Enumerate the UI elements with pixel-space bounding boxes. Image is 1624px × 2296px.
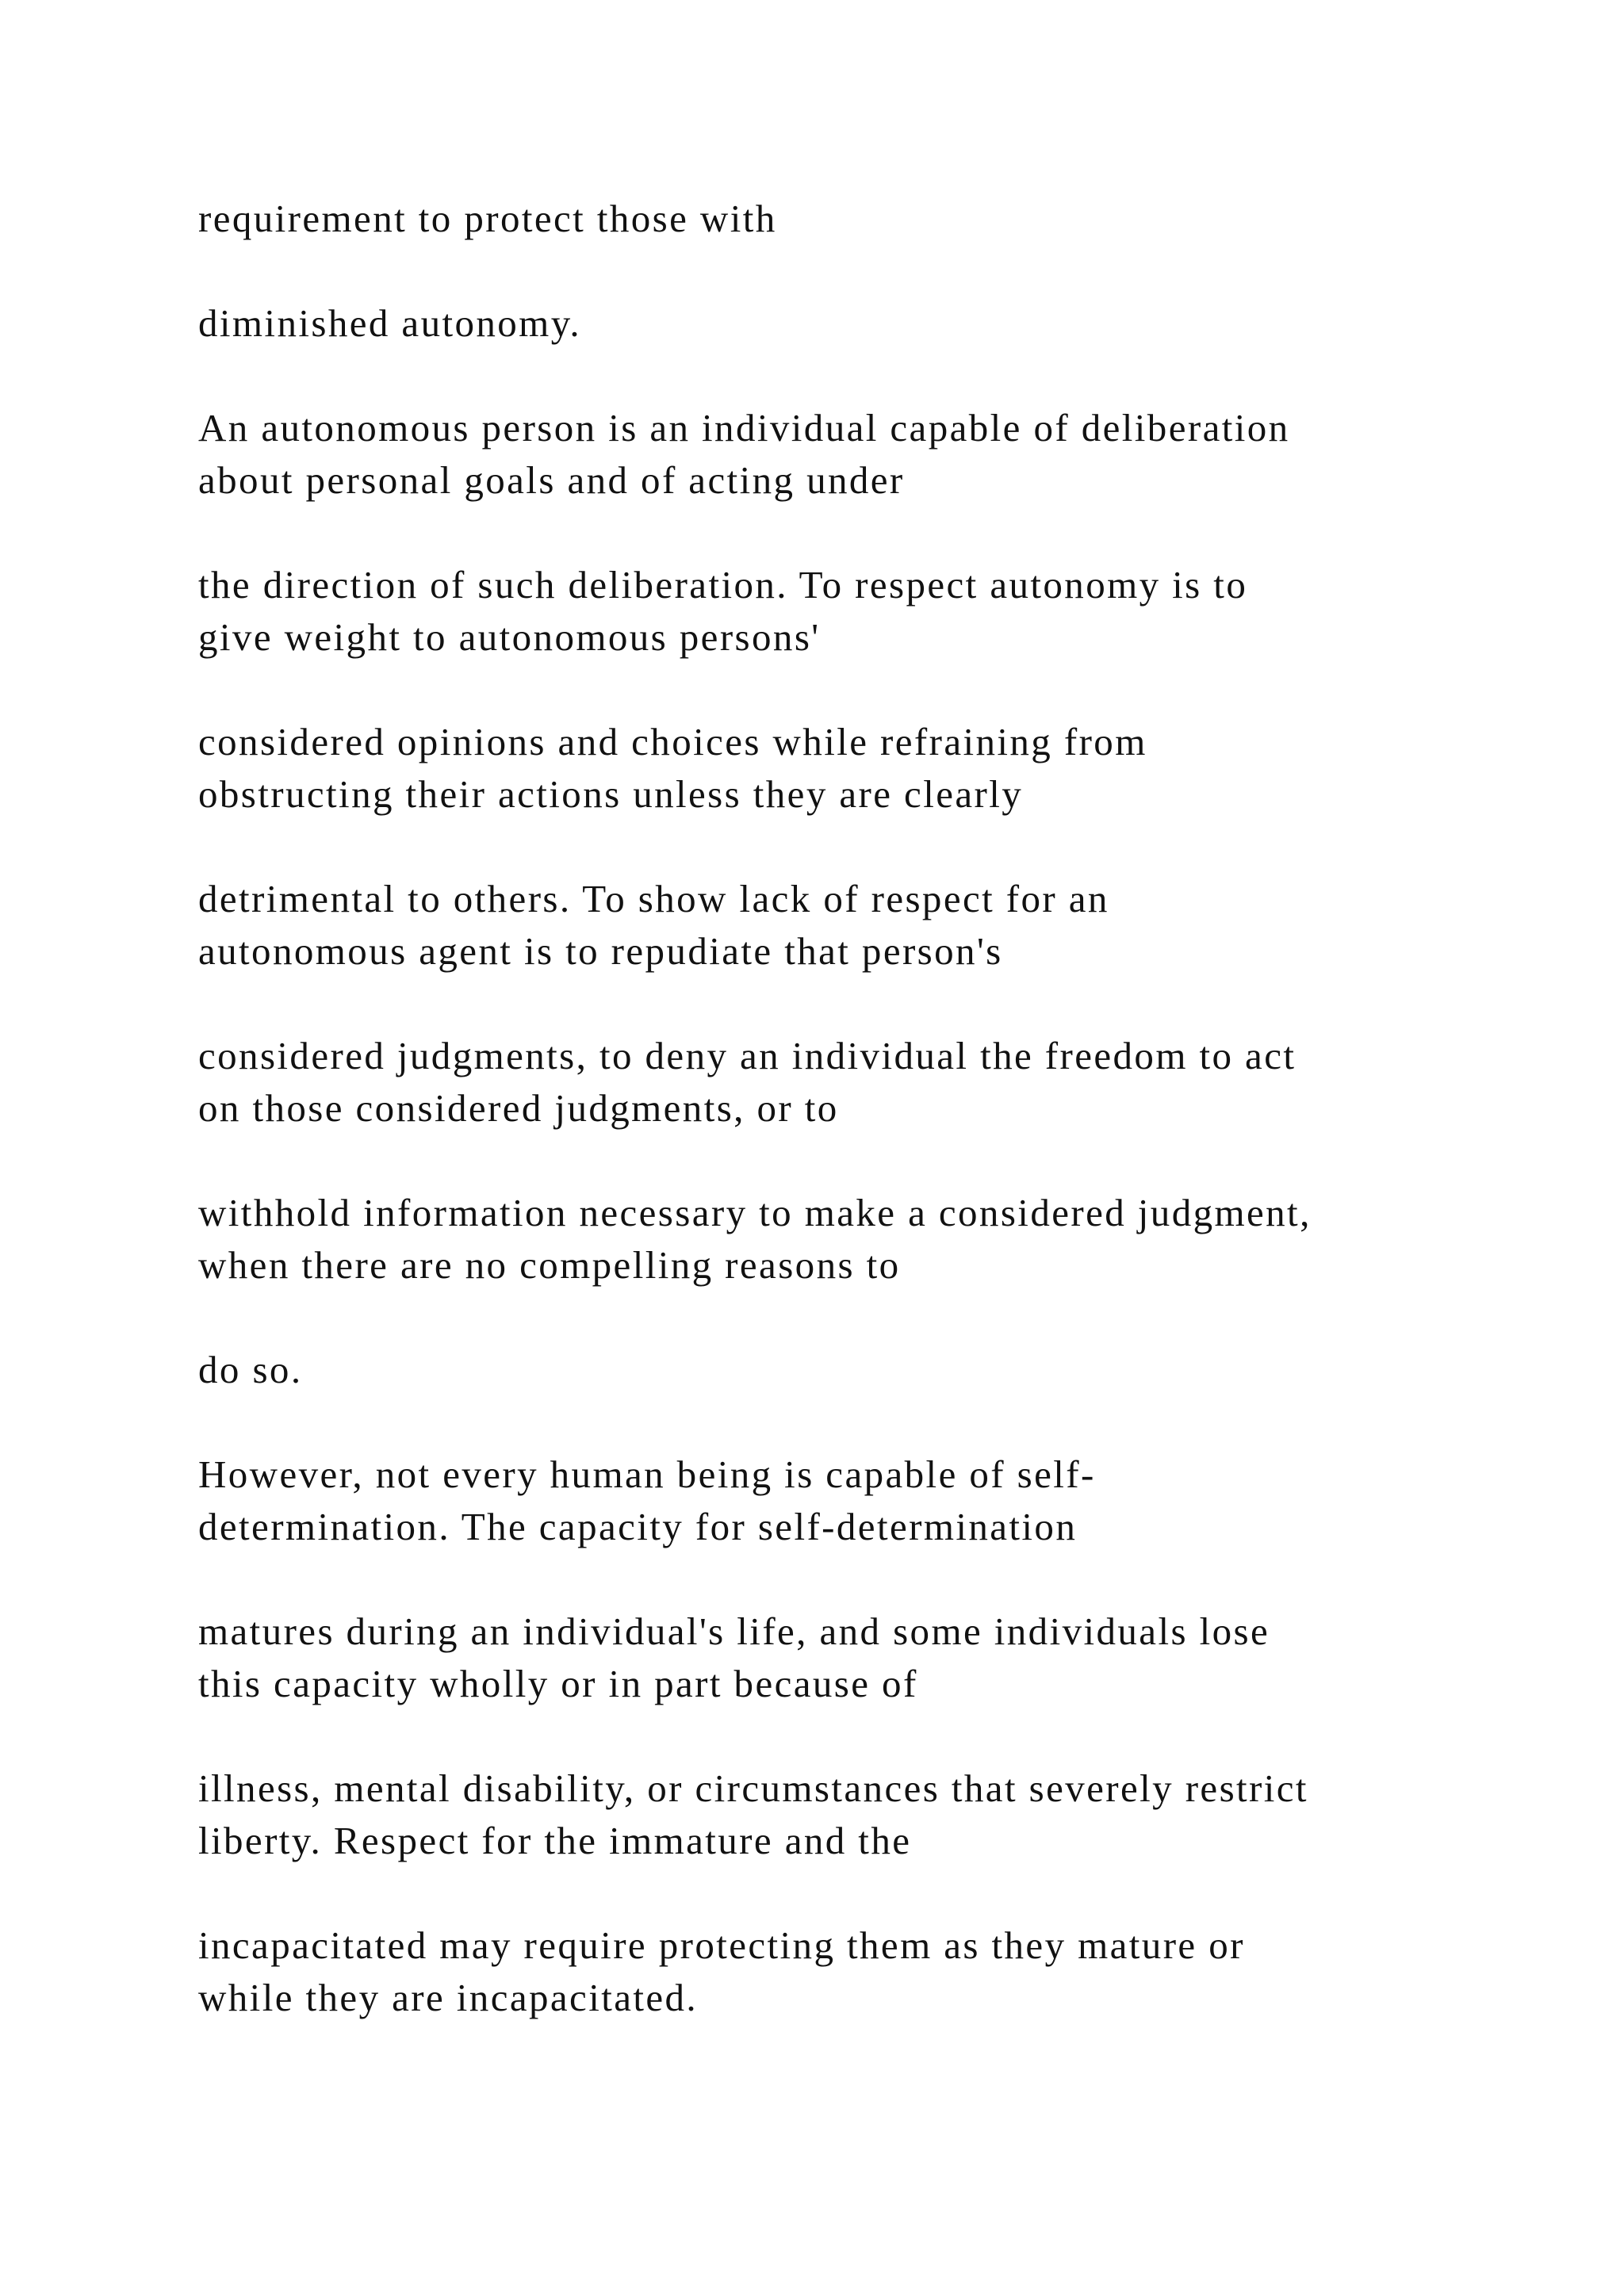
paragraph	[198, 193, 1507, 245]
text-line: liberty. Respect for the immature and the	[198, 1819, 912, 1862]
text-line: the direction of such deliberation. To respect autonomy is to	[198, 563, 1248, 607]
text-line: autonomous agent is to repudiate that person's	[198, 929, 1003, 973]
text-line: However, not every human being is capable of self-	[198, 1452, 1096, 1496]
text-line: this capacity wholly or in part because of	[198, 1662, 918, 1705]
paragraph	[198, 873, 1507, 978]
paragraph	[198, 1187, 1507, 1292]
document-body	[198, 193, 1507, 2076]
text-line: about personal goals and of acting under	[198, 458, 905, 502]
paragraph	[198, 1030, 1507, 1135]
text-line: incapacitated may require protecting them as they mature or	[198, 1923, 1245, 1967]
text-line: requirement to protect those with	[198, 197, 777, 240]
text-line: diminished autonomy.	[198, 301, 582, 345]
text-line: obstructing their actions unless they are clearly	[198, 772, 1024, 816]
paragraph	[198, 1605, 1507, 1710]
text-line: when there are no compelling reasons to	[198, 1243, 901, 1287]
paragraph	[198, 402, 1507, 507]
paragraph	[198, 1344, 1507, 1396]
text-line: considered judgments, to deny an individual the freedom to act	[198, 1034, 1297, 1077]
text-line: considered opinions and choices while refraining from	[198, 720, 1147, 763]
text-line: determination. The capacity for self-determination	[198, 1505, 1078, 1548]
text-line: give weight to autonomous persons'	[198, 615, 821, 659]
text-line: do so.	[198, 1348, 303, 1391]
paragraph	[198, 1448, 1507, 1553]
paragraph	[198, 297, 1507, 350]
text-line: on those considered judgments, or to	[198, 1086, 839, 1130]
paragraph	[198, 716, 1507, 821]
paragraph	[198, 559, 1507, 664]
text-line: matures during an individual's life, and some individuals lose	[198, 1609, 1270, 1653]
text-line: illness, mental disability, or circumstances that severely restrict	[198, 1766, 1308, 1810]
text-line: detrimental to others. To show lack of respect for an	[198, 877, 1109, 920]
text-line: An autonomous person is an individual capable of deliberation	[198, 406, 1290, 450]
text-line: withhold information necessary to make a considered judgment,	[198, 1191, 1312, 1234]
paragraph	[198, 1919, 1507, 2024]
paragraph	[198, 1762, 1507, 1867]
text-line: while they are incapacitated.	[198, 1976, 699, 2019]
